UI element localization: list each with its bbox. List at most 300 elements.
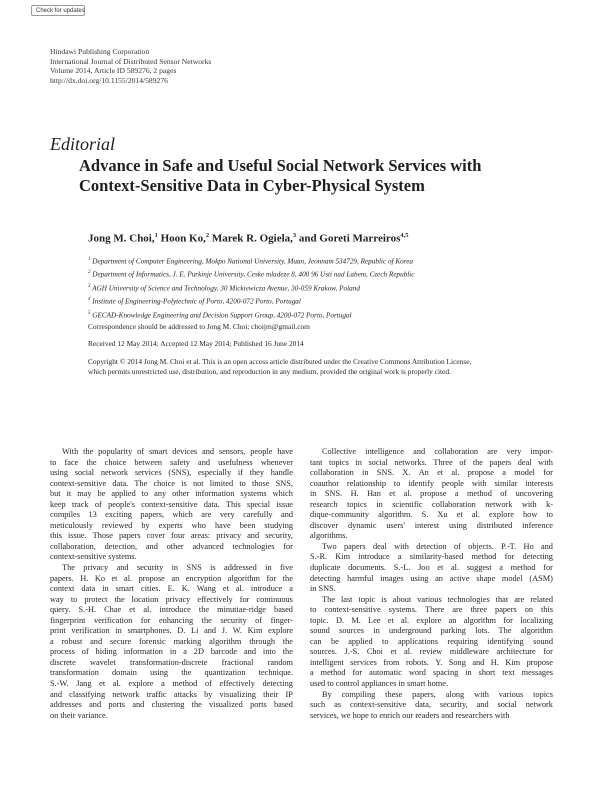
word: et <box>389 489 396 499</box>
word: that <box>495 594 509 604</box>
word: last <box>340 594 353 604</box>
word: in <box>115 626 122 636</box>
word: people <box>441 478 464 488</box>
body-text-line <box>50 521 293 532</box>
word: applied <box>348 636 373 646</box>
word: smart <box>115 584 135 594</box>
word: topics <box>347 499 367 509</box>
author-affil-sup: 2 <box>205 232 210 239</box>
word: images <box>380 573 404 583</box>
word: propose <box>526 657 553 667</box>
word: is <box>210 563 216 573</box>
body-column-left <box>50 447 293 721</box>
word: Kim <box>505 657 521 667</box>
word: identifying <box>487 636 524 646</box>
word: social <box>74 468 95 478</box>
body-text-line <box>310 658 553 669</box>
word: networks. <box>394 457 427 467</box>
word: middleware <box>449 647 489 657</box>
word: Han <box>367 489 381 499</box>
word: detection, <box>104 541 138 551</box>
word: applied <box>111 489 136 499</box>
affiliation-line <box>88 267 414 280</box>
word: technique. <box>258 668 293 678</box>
word: other <box>166 541 184 551</box>
word: random <box>267 657 293 667</box>
word: a <box>289 584 293 594</box>
word: propose <box>138 573 165 583</box>
word: propose <box>467 468 494 478</box>
body-text-line <box>50 647 293 658</box>
word: localizing <box>520 615 553 625</box>
body-text-line <box>310 637 553 648</box>
word: in <box>362 468 369 478</box>
body-text-line: used to control appliances in smart home. <box>310 679 449 689</box>
word: identify <box>408 478 435 488</box>
word: privacy <box>165 594 191 604</box>
word: impor- <box>530 447 553 456</box>
word: tant <box>310 457 323 467</box>
word: the <box>198 605 210 615</box>
word: context-sensitive <box>349 700 407 710</box>
word: to <box>546 510 553 520</box>
word: By <box>322 689 332 699</box>
word: verification <box>71 626 110 636</box>
word: information <box>123 647 163 657</box>
word: smartphones. <box>127 626 172 636</box>
word: by <box>204 689 213 699</box>
word: detecting <box>262 679 293 689</box>
body-text-line <box>50 563 293 574</box>
word: S.-R. <box>310 552 328 562</box>
word: with <box>538 457 553 467</box>
word: This <box>225 499 241 509</box>
word: issue <box>276 499 293 509</box>
word: security <box>136 563 164 573</box>
word: quantization <box>204 668 246 678</box>
word: choice <box>104 457 127 467</box>
word: S.-H. <box>78 605 97 615</box>
word: wavelet <box>90 657 116 667</box>
publication-dates: Received 12 May 2014; Accepted 12 May 2014; Published 16 June 2014 <box>88 339 304 348</box>
word: for <box>140 615 151 625</box>
word: method <box>320 668 346 678</box>
affiliation-sup: 5 <box>88 310 91 316</box>
word: SNS. <box>376 468 395 478</box>
word: effectively <box>219 679 255 689</box>
word: the <box>282 636 293 646</box>
word: four <box>171 531 185 541</box>
word: Collective <box>322 447 357 456</box>
word: and <box>89 700 102 710</box>
word: explore <box>416 615 442 625</box>
copyright-notice <box>88 357 552 378</box>
word: S.-L. <box>393 563 411 573</box>
publisher-line: Hindawi Publishing Corporation <box>50 47 150 56</box>
word: explore <box>489 510 514 520</box>
word: D. <box>335 615 345 625</box>
body-text-line <box>50 468 293 479</box>
word: and <box>413 447 426 456</box>
word: and <box>202 447 214 456</box>
word: word <box>408 668 426 678</box>
word: keep <box>50 499 66 509</box>
word: algorithm <box>520 626 553 636</box>
word: marking <box>173 636 202 646</box>
word: in <box>376 499 383 509</box>
word: visualizing <box>219 689 256 699</box>
journal-header <box>50 47 211 85</box>
word: an <box>171 573 180 583</box>
word: for <box>543 563 553 573</box>
word: those <box>251 478 270 488</box>
word: lots. <box>475 626 490 636</box>
word: papers <box>118 531 141 541</box>
body-text-line <box>50 690 293 701</box>
word: and <box>90 636 103 646</box>
word: al. <box>235 584 244 594</box>
word: Wang <box>196 584 216 594</box>
word: the <box>201 615 212 625</box>
body-text-line <box>50 500 293 511</box>
word: method <box>510 563 536 573</box>
word: method <box>466 489 492 499</box>
word: in <box>310 489 317 499</box>
word: to <box>50 457 57 467</box>
word: social <box>368 457 388 467</box>
word: of <box>137 447 145 456</box>
body-text-line <box>310 690 553 701</box>
word: for <box>504 552 515 562</box>
word: collaboration <box>310 468 354 478</box>
word: and <box>244 647 256 657</box>
word: classifying <box>69 689 106 699</box>
affiliation-text: Institute of Engineering-Polytechnic of Porto, 4200-072 Porto, Portugal <box>92 297 301 306</box>
word: papers, <box>412 689 436 699</box>
word: topic <box>358 594 376 604</box>
word: transformation <box>50 668 99 678</box>
article-title <box>79 156 579 196</box>
word: context-sensitive <box>50 478 107 488</box>
word: as <box>334 700 342 710</box>
word: of <box>94 499 102 509</box>
word: algorithm <box>209 636 242 646</box>
body-text-line <box>50 668 293 679</box>
word: et <box>222 584 229 594</box>
word: fingerprint <box>50 615 86 625</box>
word: minutiae-ridge <box>217 605 266 615</box>
word: in <box>171 563 179 573</box>
word: using <box>410 573 429 583</box>
word: context <box>50 584 75 594</box>
word: detecting <box>310 573 341 583</box>
body-text-line <box>50 616 293 627</box>
word: automatic <box>369 668 402 678</box>
word: explore <box>128 679 154 689</box>
word: for <box>266 573 277 583</box>
journal-name-line: International Journal of Distributed Sensor Networks <box>50 56 212 66</box>
word: who <box>191 520 206 530</box>
body-text-line <box>50 510 293 521</box>
word: underground <box>389 626 432 636</box>
word: using <box>448 520 467 530</box>
word: al. <box>124 573 133 583</box>
word: detecting <box>522 552 553 562</box>
word: and <box>281 510 293 520</box>
word: cities. <box>141 584 161 594</box>
affiliation-sup: 3 <box>88 283 91 289</box>
word: H. <box>80 573 89 583</box>
body-text-line <box>310 552 553 563</box>
word: data, <box>415 700 431 710</box>
word: data <box>81 584 96 594</box>
body-text-line: on their variance. <box>50 710 108 720</box>
word: location <box>131 594 159 604</box>
affiliation-line <box>88 294 414 307</box>
affiliation-text: Department of Informatics, J. E. Purkinje University, Ceske mladeze 8, 400 96 Usti nad Labem, Czech Republic <box>92 270 415 279</box>
word: print <box>50 626 66 636</box>
word: al. <box>112 679 121 689</box>
word: Joo <box>418 563 430 573</box>
body-text-line <box>50 531 293 542</box>
word: inference <box>522 520 553 530</box>
word: network <box>525 700 553 710</box>
word: duplicate <box>310 563 341 573</box>
word: and <box>540 541 553 551</box>
word: With <box>62 447 79 456</box>
word: through <box>249 636 275 646</box>
word: sensors, <box>218 447 246 456</box>
volume-line: Volume 2014, Article ID 589276, 2 pages <box>50 66 177 76</box>
word: et <box>129 605 136 615</box>
word: choice <box>153 478 176 488</box>
word: et <box>387 615 394 625</box>
word: and <box>116 563 129 573</box>
word: Chae <box>104 605 122 615</box>
word: compiling <box>341 689 376 699</box>
body-text-line: context-sensitive systems. <box>50 552 137 562</box>
word: interest <box>414 520 440 530</box>
word: with <box>474 689 489 699</box>
word: parking <box>440 626 466 636</box>
word: special <box>247 499 271 509</box>
author-name: and Goreti Marreiros <box>298 232 401 245</box>
word: Song <box>448 657 466 667</box>
word: query. <box>50 605 71 615</box>
word: popularity <box>98 447 133 456</box>
word: to <box>141 489 149 499</box>
word: process <box>50 647 75 657</box>
word: continuous <box>256 594 293 604</box>
word: track <box>71 499 89 509</box>
word: detection <box>416 541 447 551</box>
word: S. <box>421 510 429 520</box>
body-text-line <box>50 595 293 606</box>
word: based <box>273 700 293 710</box>
word: Ho <box>523 541 534 551</box>
word: and <box>132 700 145 710</box>
word: discover <box>310 520 339 530</box>
word: suggest <box>466 563 492 573</box>
word: using <box>150 668 169 678</box>
word: et <box>437 468 444 478</box>
word: such <box>310 700 326 710</box>
word: various <box>417 594 442 604</box>
word: network <box>100 468 129 478</box>
word: The <box>498 626 512 636</box>
word: a <box>499 563 503 573</box>
word: handle <box>270 468 293 478</box>
body-text-line <box>50 584 293 595</box>
word: Jang <box>76 679 92 689</box>
word: other <box>172 489 190 499</box>
check-for-updates-badge[interactable] <box>31 5 85 16</box>
word: along <box>445 689 465 699</box>
word: network <box>112 689 140 699</box>
word: The <box>62 563 75 573</box>
word: privacy <box>83 563 109 573</box>
word: research <box>310 499 338 509</box>
word: are <box>487 447 498 456</box>
word: and <box>472 657 485 667</box>
word: algorithm <box>227 573 261 583</box>
word: 13 <box>88 510 97 520</box>
word: 2D <box>193 647 204 657</box>
word: algorithm. <box>378 510 413 520</box>
body-text-line <box>50 447 293 458</box>
word: al. <box>401 615 410 625</box>
word: The <box>322 594 335 604</box>
author-name: Marek R. Ogiela, <box>211 232 293 245</box>
body-text-line <box>310 668 553 679</box>
word: five <box>280 563 293 573</box>
word: in <box>102 584 109 594</box>
word: of <box>500 489 508 499</box>
word: ports <box>108 700 126 710</box>
body-text-line <box>310 510 553 521</box>
word: for <box>543 468 553 478</box>
body-text-line <box>310 605 553 616</box>
word: technologies <box>447 594 490 604</box>
word: al. <box>471 510 480 520</box>
word: advanced <box>192 541 224 551</box>
word: verification <box>94 615 133 625</box>
body-text-line <box>50 489 293 500</box>
word: et <box>99 679 106 689</box>
word: distributed <box>476 520 513 530</box>
doi-link[interactable]: http://dx.doi.org/10.1155/2014/589276 <box>50 75 168 85</box>
word: papers. <box>50 573 74 583</box>
word: issue. <box>68 531 87 541</box>
word: a <box>454 489 459 499</box>
word: to <box>382 636 389 646</box>
word: papers <box>489 457 512 467</box>
word: in <box>169 647 177 657</box>
word: domain <box>112 668 137 678</box>
word: S.-W. <box>50 679 69 689</box>
author-name: Hoon Ko, <box>160 232 206 245</box>
word: dynamic <box>347 520 377 530</box>
word: a <box>183 647 187 657</box>
word: collaboration, <box>50 541 96 551</box>
word: spacing <box>432 668 459 678</box>
word: et <box>390 647 397 657</box>
word: harmful <box>347 573 374 583</box>
word: short <box>478 668 496 678</box>
word: al. <box>403 489 412 499</box>
word: people <box>250 447 273 456</box>
word: model <box>501 573 523 583</box>
copyright-line: Copyright © 2014 Jong M. Choi et al. This is an open access article distributed under the Creative Commons Attribution License, <box>88 357 472 366</box>
word: Y. <box>435 657 443 667</box>
word: collaboration <box>432 499 476 509</box>
word: hiding <box>95 647 117 657</box>
word: based <box>274 605 293 615</box>
word: of <box>204 679 212 689</box>
word: devices <box>172 447 198 456</box>
author-list <box>88 232 408 245</box>
word: and <box>50 689 62 699</box>
word: H. <box>350 489 359 499</box>
word: information <box>195 489 235 499</box>
word: from <box>383 657 400 667</box>
body-text-line <box>310 574 553 585</box>
affiliation-sup: 2 <box>88 270 91 276</box>
word: with <box>471 478 487 488</box>
word: review <box>419 647 443 657</box>
word: method <box>172 679 198 689</box>
word: sound <box>310 626 330 636</box>
word: smart <box>148 447 168 456</box>
word: are <box>201 510 212 520</box>
affiliation-sup: 1 <box>88 257 91 262</box>
word: papers <box>343 541 366 551</box>
word: Those <box>92 531 113 541</box>
body-text-line <box>310 616 553 627</box>
word: applications <box>397 636 439 646</box>
word: robust <box>61 636 83 646</box>
word: to <box>310 605 317 615</box>
body-text-line: algorithms. <box>310 531 348 541</box>
word: the <box>282 647 293 657</box>
word: robots. <box>405 657 429 667</box>
word: enhancing <box>159 615 194 625</box>
word: carefully <box>243 510 273 520</box>
word: it <box>66 489 72 499</box>
word: the <box>282 573 293 583</box>
section-label: Editorial <box>50 134 116 154</box>
word: Three <box>433 457 453 467</box>
word: deal <box>372 541 387 551</box>
word: studying <box>264 520 293 530</box>
word: barcode <box>210 647 238 657</box>
word: collaboration <box>434 447 479 456</box>
word: the <box>181 668 192 678</box>
word: face <box>64 457 79 467</box>
word: ports <box>250 700 267 710</box>
word: especially <box>197 468 232 478</box>
word: attacks <box>173 689 197 699</box>
word: messages <box>521 668 553 678</box>
word: requiring <box>447 636 478 646</box>
copyright-line: which permits unrestricted use, distribution, and reproduction in any medium, provided the original work is properly cited. <box>88 367 451 377</box>
word: not <box>192 478 204 488</box>
word: services <box>134 468 162 478</box>
word: SNS. <box>324 489 343 499</box>
word: al. <box>404 647 413 657</box>
word: forensic <box>139 636 166 646</box>
affiliation-line <box>88 308 414 321</box>
